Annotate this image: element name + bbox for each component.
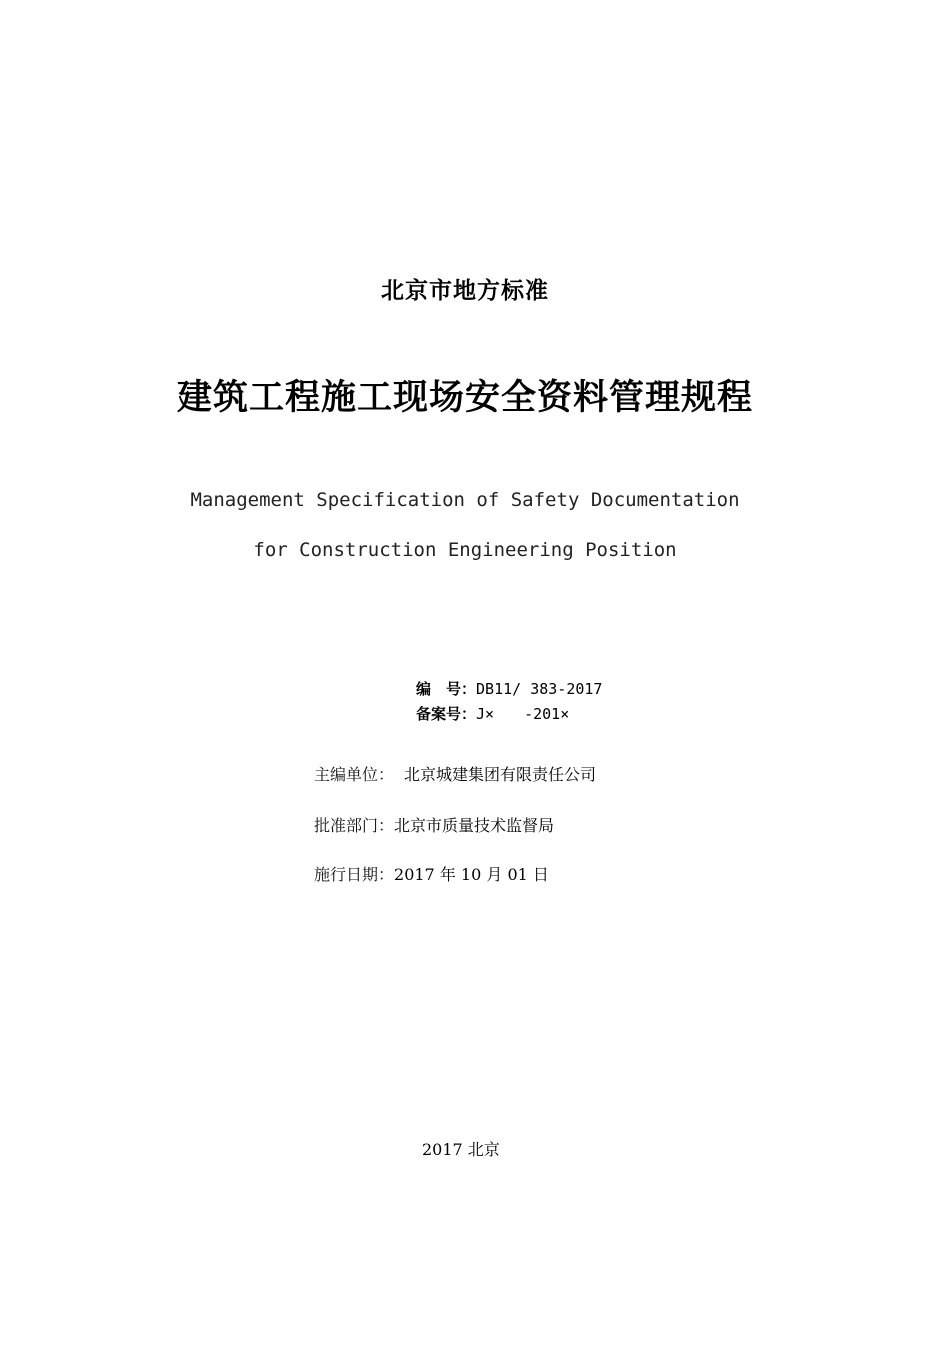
record-number-row <box>416 703 569 724</box>
standard-category: 北京市地方标准 <box>381 278 549 304</box>
standard-number-label: 编 号： <box>416 680 477 698</box>
chief-editor-label: 主编单位： <box>314 765 395 784</box>
standard-number-row <box>416 678 602 699</box>
approval-department-row <box>314 813 554 836</box>
effective-date-row <box>314 862 549 885</box>
record-number-label: 备案号： <box>416 705 477 723</box>
approval-department-label: 批准部门： <box>314 816 395 835</box>
document-title-en-line1: Management Specification of Safety Documentation <box>190 489 740 511</box>
standard-number-value: DB11/ 383-2017 <box>476 680 603 698</box>
publication-year-place: 2017 北京 <box>422 1140 500 1159</box>
document-title-zh: 建筑工程施工现场安全资料管理规程 <box>176 377 753 418</box>
chief-editor-row <box>314 762 596 785</box>
chief-editor-value: 北京城建集团有限责任公司 <box>404 765 597 784</box>
effective-date-label: 施行日期： <box>314 865 395 884</box>
effective-date-value: 2017 年 10 月 01 日 <box>394 865 549 884</box>
record-number-value: J× -201× <box>476 705 570 723</box>
approval-department-value: 北京市质量技术监督局 <box>394 816 555 835</box>
document-title-en-line2: for Construction Engineering Position <box>253 539 677 561</box>
